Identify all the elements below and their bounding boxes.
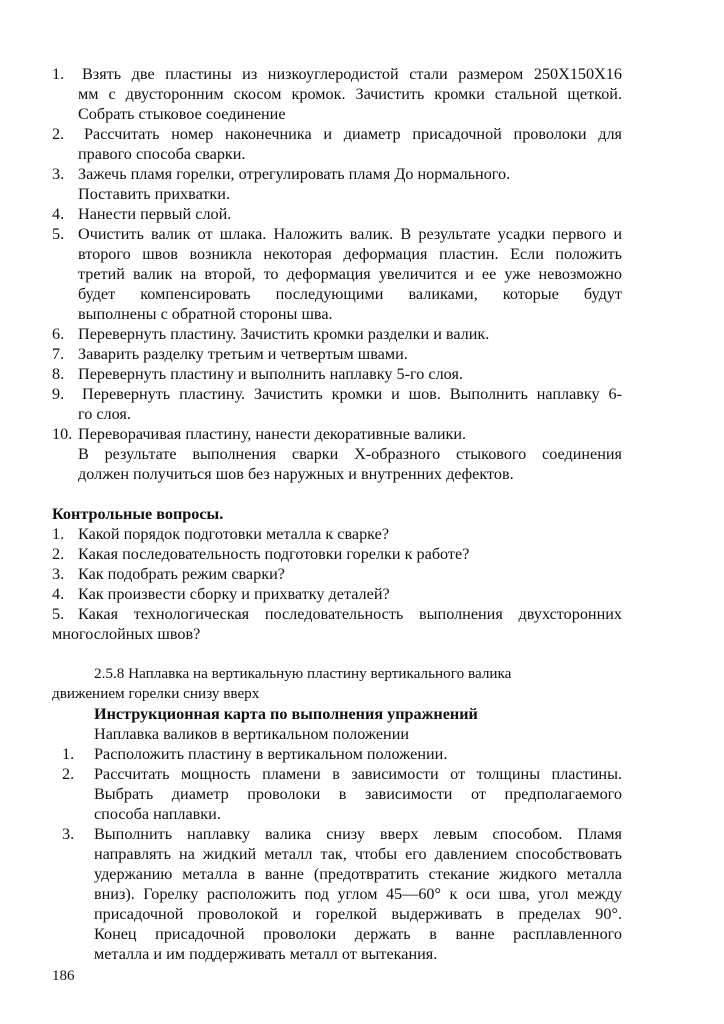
question-number: 4. [52,585,65,603]
question-number: 2. [52,545,65,563]
section-title-line: движением горелки снизу вверх [52,685,260,702]
item-text-line: мм с двусторонним скосом кромок. Зачистить кромки стальной щеткой. [78,85,622,103]
item-number: 8. [52,365,65,383]
item-number: 7. [52,345,65,363]
item-text-line: выполнены с обратной стороны шва. [78,305,333,323]
question-number: 1. [52,525,65,543]
paragraph-line: должен получиться шов без наружных и внутренних дефектов. [78,465,514,483]
question-text: Какой порядок подготовки металла к сварке? [78,525,390,543]
step-text-line: направлять на жидкий металл так, чтобы его давлением способствовать [94,845,622,863]
item-text-line: Зажечь пламя горелки, отрегулировать пламя До нормального. [78,165,511,183]
question-text: Как подобрать режим сварки? [78,565,285,583]
question-text: Какая технологическая последовательность выполнения двухсторонних [78,605,622,623]
item-text-line: будет компенсировать последующими валиками, которые будут [78,285,622,303]
item-text-line: третий валик на второй, то деформация увеличится и ее уже невозможно [78,265,622,283]
step-number: 1. [62,745,75,763]
card-subtitle: Наплавка валиков в вертикальном положении [94,725,410,743]
item-number: 1. [52,65,65,83]
item-text-line: Перевернуть пластину. Зачистить кромки разделки и валик. [78,325,490,343]
item-number: 3. [52,165,65,183]
step-text-line: Выполнить наплавку валика снизу вверх левым способом. Пламя [94,825,622,843]
item-text-line: Поставить прихватки. [78,185,230,203]
item-text-line: Рассчитать номер наконечника и диаметр присадочной проволоки для [84,125,622,143]
step-text-line: присадочной проволокой и горелкой выдерживать в пределах 90°. [94,905,622,923]
item-number: 6. [52,325,65,343]
item-text-line: Заварить разделку третьим и четвертым швами. [78,345,408,363]
item-number: 4. [52,205,65,223]
questions-heading: Контрольные вопросы. [52,505,224,523]
step-text-line: способа наплавки. [94,805,221,823]
step-text-line: металла и им поддерживать металл от вытекания. [94,945,438,963]
item-number: 2. [52,125,65,143]
item-text-line: Перевернуть пластину. Зачистить кромки и шов. Выполнить наплавку 6- [82,385,622,403]
step-text-line: Расположить пластину в вертикальном положении. [94,745,448,763]
question-text: многослойных швов? [52,625,201,643]
item-text-line: Взять две пластины из низкоуглеродистой стали размером 250Х150Х16 [82,65,622,83]
page-number: 186 [52,968,75,984]
item-text-line: правого способа сварки. [78,145,246,163]
question-number: 3. [52,565,65,583]
item-text-line: второго швов возникла некоторая деформация пластин. Если положить [78,245,622,263]
question-number: 5. [52,605,65,623]
step-text-line: вниз). Горелку расположить под углом 45—60° к оси шва, угол между [94,885,622,903]
card-title: Инструкционная карта по выполнения упражнений [94,705,478,723]
question-text: Как произвести сборку и прихватку деталей? [78,585,390,603]
question-text: Какая последовательность подготовки горелки к работе? [78,545,470,563]
item-text-line: Перевернуть пластину и выполнить наплавку 5-го слоя. [78,365,463,383]
item-number: 9. [52,385,65,403]
item-text-line: Нанести первый слой. [78,205,232,223]
step-text-line: Конец присадочной проволоки держать в ванне расплавленного [94,925,622,943]
section-title-line: 2.5.8 Наплавка на вертикальную пластину вертикального валика [94,665,512,682]
item-number: 5. [52,225,65,243]
step-text-line: Рассчитать мощность пламени в зависимости от толщины пластины. [94,765,622,783]
item-text-line: го слоя. [78,405,131,423]
paragraph-line: В результате выполнения сварки Х-образного стыкового соединения [78,445,622,463]
item-text-line: Очистить валик от шлака. Наложить валик. В результате усадки первого и [78,225,622,243]
item-text-line: Собрать стыковое соединение [78,105,286,123]
step-text-line: Выбрать диаметр проволоки в зависимости от предполагаемого [94,785,622,803]
item-text-line: Переворачивая пластину, нанести декоративные валики. [78,425,467,443]
item-number: 10. [52,425,73,443]
step-text-line: удержанию металла в ванне (предотвратить стекание жидкого металла [94,865,622,883]
step-number: 3. [62,825,75,843]
step-number: 2. [62,765,75,783]
